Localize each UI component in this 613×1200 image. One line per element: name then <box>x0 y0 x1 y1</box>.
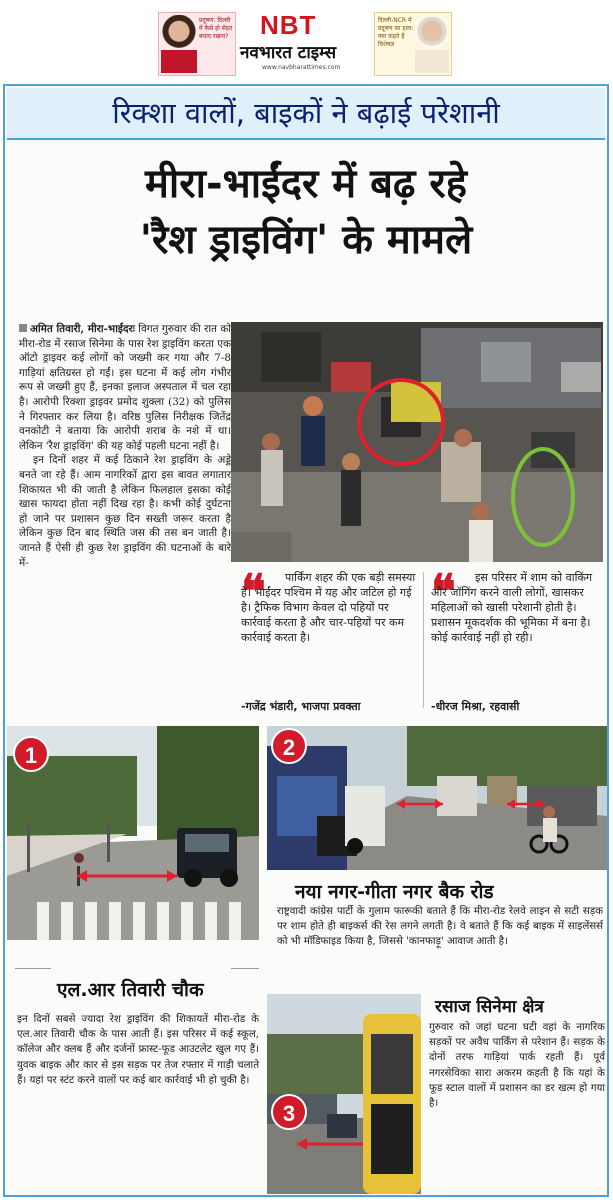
quote2-attribution: -धीरज मिश्रा, रहवासी <box>431 700 520 713</box>
section3-text: गुरुवार को जहां घटना घटी वहां के नागरिक सड़कों पर अवैध पार्किंग से परेशान हैं। सड़क के दोनों तरफ गाड़ियां पार्क रहती हैं। पूर्व नगरसेविका सारा अकरम कहती है कि यहां के फूड स्टाल वालों में प्रशासन का डर खत्म हो गया है। <box>429 1022 605 1110</box>
byline: अमित तिवारी, मीरा-भाईंदरः <box>30 323 135 335</box>
ad-right-text: दिल्ली-NCR में प्रदूषण का हाल: क्या कहते हैं विशेषज्ञ <box>378 17 414 48</box>
quote2-text: इस परिसर में शाम को वाकिंग और जॉगिंग करने वाली लोगों, खासकर महिलाओं को खासी परेशानी होती है। प्रशासन मूकदर्शक की भूमिका में बना है। कोई कार्रवाई नहीं हो रही। <box>431 571 593 644</box>
photo-2-art <box>267 726 607 870</box>
quote-bhandari <box>241 564 417 714</box>
section2-text: राष्ट्रवादी कांग्रेस पार्टी के गुलाम फारूकी बताते हैं कि मीरा-रोड रेलवे लाइन से सटी सड़क पर शाम होते ही बाइकर्स की रेस लगने लगती है। वे बताते हैं कि कई बाइक में साइलेंसर्स को भी मॉडिफाइड किया है, जिससे 'कानफाड़ू' आवाज आती है। <box>277 906 603 947</box>
section1-title: एल.आर तिवारी चौक <box>57 979 204 1001</box>
lead-paragraph-1 <box>19 322 231 453</box>
quote-mark-icon: ❝ <box>241 564 266 618</box>
brand-url: www.navbharattimes.com <box>262 64 341 71</box>
lead-paragraph-2: इन दिनों शहर में कई ठिकाने रेश ड्राइविंग के अड्डे बनते जा रहे हैं। आम नागरिकों द्वारा इस बावत लगातार शिकायत भी की जाती है लेकिन फिलहाल इसका कोई खास फायदा होता नहीं दिख रहा है। कभी कोई दुर्घटना हो जाने पर प्रशासन कुछ दिन सख्ती जरूर करता है लेकिन कुछ दिन बाद स्थिति जस की तस बन जाती है। जानते हैं ऐसी ही कुछ रेश ड्राइविंग की घटनाओं के बारे में- <box>19 454 231 569</box>
anchor-portrait <box>161 15 197 73</box>
quote1-attribution: -गजेंद्र भंडारी, भाजपा प्रवक्ता <box>241 700 361 713</box>
rule-left <box>15 968 51 969</box>
politician-portrait <box>415 15 449 73</box>
rule-right <box>231 968 259 969</box>
quote-mark-icon: ❝ <box>431 564 456 618</box>
photo-rasaj-cinema <box>267 994 421 1194</box>
section2-title: नया नगर-गीता नगर बैक रोड <box>295 881 494 903</box>
bullet-square-icon <box>19 324 27 332</box>
cctv-photo <box>231 322 603 562</box>
headline-line1: मीरा-भाईंदर में बढ़ रहे <box>145 161 467 207</box>
photo-lr-tiwari-chowk <box>7 726 259 940</box>
badge-1: 1 <box>13 736 49 772</box>
badge-2: 2 <box>271 728 307 764</box>
article-clipping <box>3 84 609 1197</box>
headline-line2: 'रैश ड्राइविंग' के मामले <box>139 217 473 263</box>
nbt-logo[interactable] <box>240 10 370 76</box>
section3-title: रसाज सिनेमा क्षेत्र <box>435 997 544 1017</box>
brand-hindi: नवभारत टाइम्स <box>240 43 337 63</box>
masthead <box>0 0 613 80</box>
section1-text: इन दिनों सबसे ज्यादा रेश ड्राइविंग की शिकायतें मीरा-रोड के एल.आर तिवारी चौक के पास आती हैं। इस परिसर में कई स्कूल, कॉलेज और क्लब हैं और दर्जनों फ्रास्ट-फूड आउटलेट खुल गए हैं। युवक बाइक और कार से इस सड़क पर तेज रफ्तार में गाड़ी चलाते हैं। यहां पर स्टंट करने वालों पर कई बार कार्रवाई भी हो चुकी है। <box>17 1014 259 1086</box>
ad-right[interactable] <box>374 12 452 76</box>
quote-divider <box>423 572 424 708</box>
headline <box>5 156 607 268</box>
cctv-photo-art <box>231 322 603 562</box>
lead-story <box>19 322 231 570</box>
quote1-text: पार्किंग शहर की एक बड़ी समस्या है। भाईंदर पश्चिम में यह और जटिल हो गई है। ट्रैफिक विभाग केवल दो पहियों पर कार्रवाई करता है और चार-पहियों पर कम कार्रवाई करता है। <box>241 571 416 644</box>
kicker: रिक्शा वालों, बाइकों ने बढ़ाई परेशानी <box>7 88 605 140</box>
ad-left[interactable] <box>158 12 236 76</box>
photo-naya-nagar-back-road <box>267 726 607 870</box>
quote-mishra <box>431 564 601 714</box>
ad-left-text: प्रदूषण: दिल्ली में कैसे हो सेहत बचाए रखना? <box>199 17 233 40</box>
nbt-brand: NBT <box>260 10 317 40</box>
lead-p1-text: विगत गुरुवार की रात को मीरा-रोड में रसाज सिनेमा के पास रेश ड्राइविंग करता एक ऑटो ड्राइवर कई लोगों को जख्मी कर गया और 7-8 गाड़ियां क्षतिग्रस्त हो गईं। इस घटना में कई लोग गंभीर रूप से जख्मी हुए हैं, इनका इलाज अस्पताल में चल रहा है। आरोपी रिक्शा ड्राइवर प्रमोद शुक्ला (32) को पुलिस ने गिरफ्तार कर लिया है। वरिष्ठ पुलिस निरीक्षक जितेंद्र वनकोटी ने बताया कि आरोपी शराब के नशे में था। लेकिन 'रैश ड्राइविंग' की यह कोई पहली घटना नहीं है। <box>19 323 231 452</box>
badge-3: 3 <box>271 1094 307 1130</box>
